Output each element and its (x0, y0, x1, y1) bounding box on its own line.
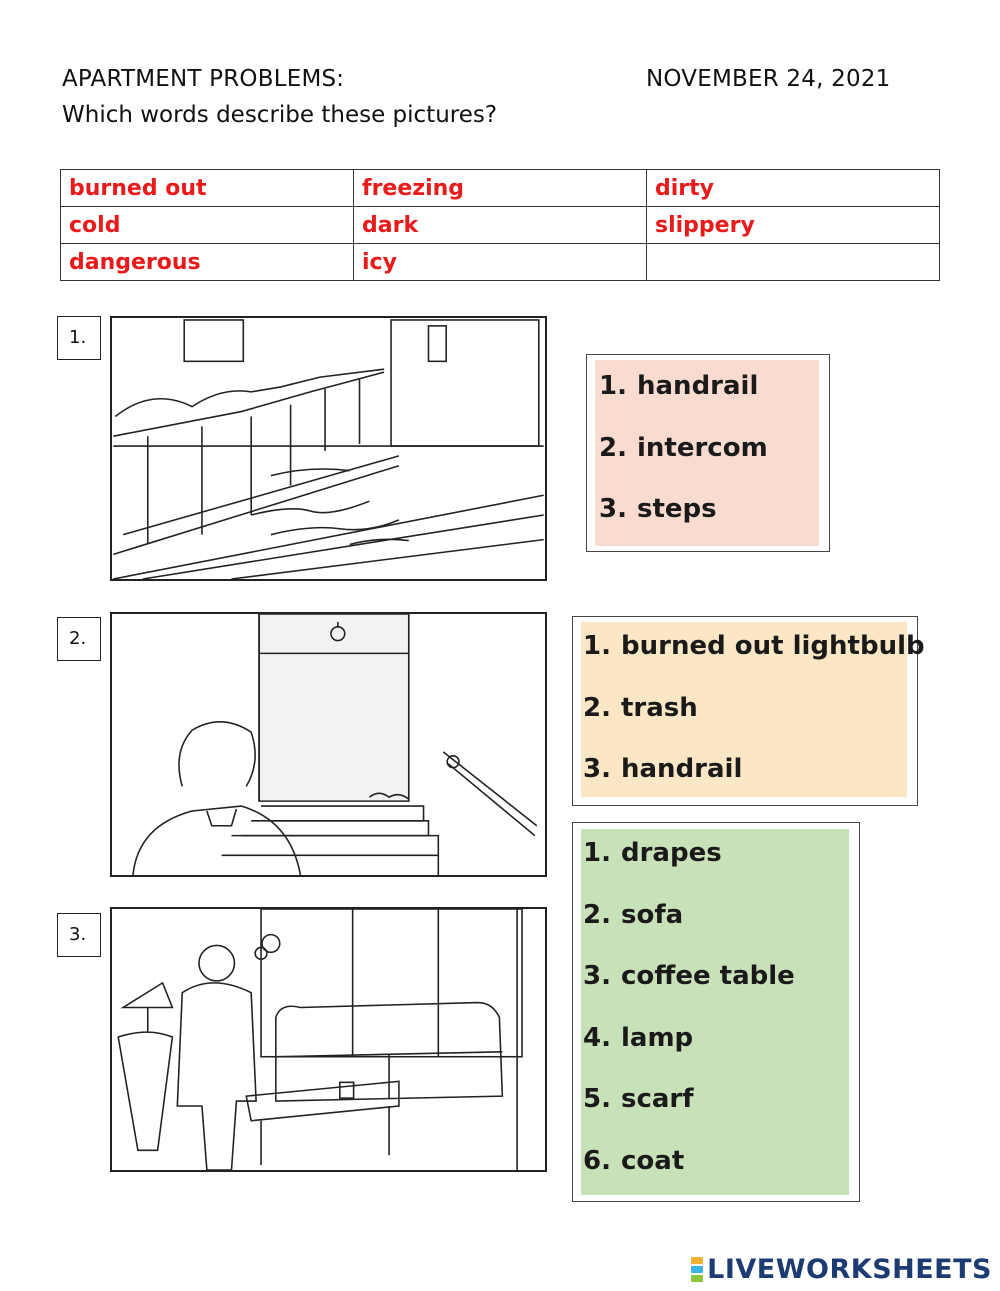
word-bank-cell: burned out (61, 170, 354, 207)
worksheet-question: Which words describe these pictures? (62, 102, 498, 128)
brand-label: LIVEWORKSHEETS (707, 1254, 992, 1285)
picture-number: 3. (69, 924, 87, 945)
vocab-box-2 (572, 616, 925, 806)
word-bank-cell: slippery (647, 207, 940, 244)
word-bank-cell: icy (354, 244, 647, 281)
word-bank-cell: dark (354, 207, 647, 244)
picture-dark-hallway (110, 612, 547, 877)
vocab-box-1 (586, 354, 830, 552)
vocab-list-2 (581, 622, 925, 797)
vocab-item: 2. intercom (599, 432, 768, 463)
vocab-item: 2. trash (583, 692, 698, 723)
picture-number-box[interactable] (57, 913, 101, 957)
cold-living-room-illustration (112, 909, 545, 1170)
dark-hallway-illustration (112, 614, 545, 875)
picture-number-box[interactable] (57, 617, 101, 661)
vocab-item: 1. drapes (583, 838, 722, 868)
vocab-item: 6. coat (583, 1145, 685, 1176)
vocab-item: 3. steps (599, 494, 717, 524)
picture-cold-living-room (110, 907, 547, 1172)
picture-icy-stairway (110, 316, 547, 581)
icy-stairway-illustration (112, 318, 545, 579)
word-bank-row (61, 207, 940, 244)
picture-number: 1. (69, 327, 87, 348)
liveworksheets-logo-icon (691, 1257, 703, 1282)
word-bank-cell: dangerous (61, 244, 354, 281)
vocab-list-3 (581, 829, 849, 1195)
word-bank-cell: cold (61, 207, 354, 244)
word-bank-cell (647, 244, 940, 281)
worksheet-date: NOVEMBER 24, 2021 (646, 66, 891, 92)
picture-number: 2. (69, 628, 87, 649)
word-bank-row (61, 244, 940, 281)
vocab-item: 5. scarf (583, 1084, 694, 1114)
picture-number-box[interactable] (57, 316, 101, 360)
word-bank-table (60, 169, 940, 281)
vocab-box-3 (572, 822, 860, 1202)
word-bank-cell: dirty (647, 170, 940, 207)
vocab-item: 4. lamp (583, 1022, 694, 1053)
vocab-item: 3. coffee table (583, 961, 795, 991)
liveworksheets-brand[interactable] (691, 1254, 992, 1285)
worksheet-title: APARTMENT PROBLEMS: (62, 66, 345, 92)
vocab-list-1 (595, 360, 819, 546)
word-bank-row (61, 170, 940, 207)
vocab-item: 1. burned out lightbulb (583, 631, 925, 661)
vocab-item: 2. sofa (583, 899, 684, 930)
word-bank-cell: freezing (354, 170, 647, 207)
vocab-item: 1. handrail (599, 371, 759, 401)
vocab-item: 3. handrail (583, 754, 743, 784)
